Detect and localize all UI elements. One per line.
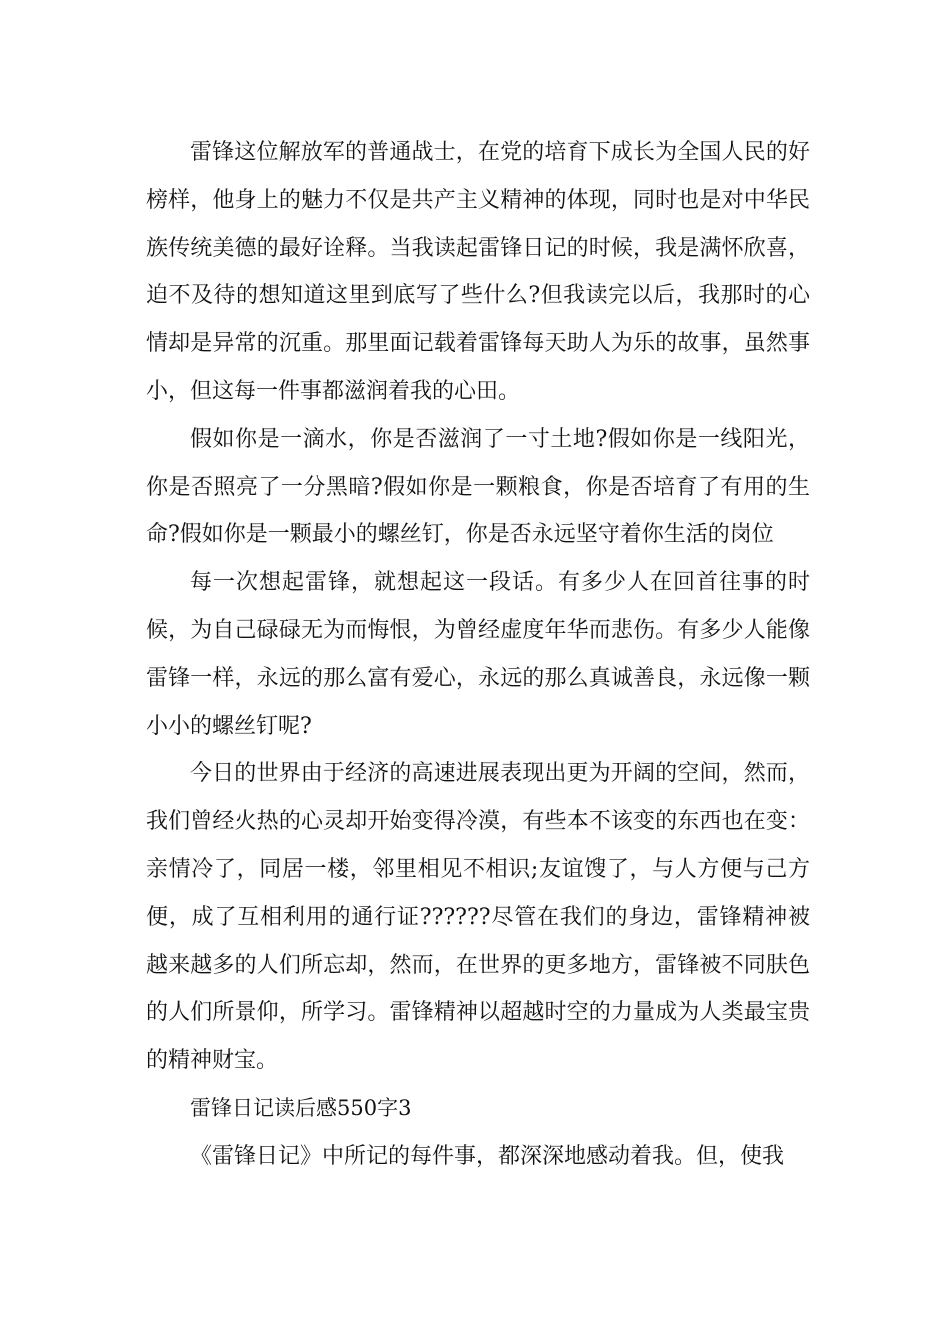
section-heading: 雷锋日记读后感550字3	[190, 1095, 412, 1120]
paragraph-3: 每一次想起雷锋，就想起这一段话。有多少人在回首往事的时候，为自己碌碌无为而悔恨，为曾经虚度年华而悲伤。有多少人能像雷锋一样，永远的那么富有爱心，永远的那么真诚善良，永远像一颗小小的螺丝钉呢?	[146, 570, 810, 739]
document-body	[146, 129, 810, 1181]
paragraph-4: 今日的世界由于经济的高速进展表现出更为开阔的空间，然而，我们曾经火热的心灵却开始变得冷漠，有些本不该变的东西也在变：亲情冷了，同居一楼，邻里相见不相识;友谊馊了，与人方便与己方便，成了互相利用的通行证??????尽管在我们的身边，雷锋精神被越来越多的人们所忘却，然而，在世界的更多地方，雷锋被不同肤色的人们所景仰，所学习。雷锋精神以超越时空的力量成为人类最宝贵的精神财宝。	[146, 761, 810, 1074]
paragraph-1: 雷锋这位解放军的普通战士，在党的培育下成长为全国人民的好榜样，他身上的魅力不仅是共产主义精神的体现，同时也是对中华民族传统美德的最好诠释。当我读起雷锋日记的时候，我是满怀欣喜，迫不及待的想知道这里到底写了些什么?但我读完以后，我那时的心情却是异常的沉重。那里面记载着雷锋每天助人为乐的故事，虽然事小，但这每一件事都滋润着我的心田。	[146, 140, 810, 404]
paragraph-2: 假如你是一滴水，你是否滋润了一寸土地?假如你是一线阳光，你是否照亮了一分黑暗?假如你是一颗粮食，你是否培育了有用的生命?假如你是一颗最小的螺丝钉，你是否永远坚守着你生活的岗位	[146, 426, 810, 548]
paragraph-5: 《雷锋日记》中所记的每件事，都深深地感动着我。但，使我	[190, 1143, 785, 1169]
